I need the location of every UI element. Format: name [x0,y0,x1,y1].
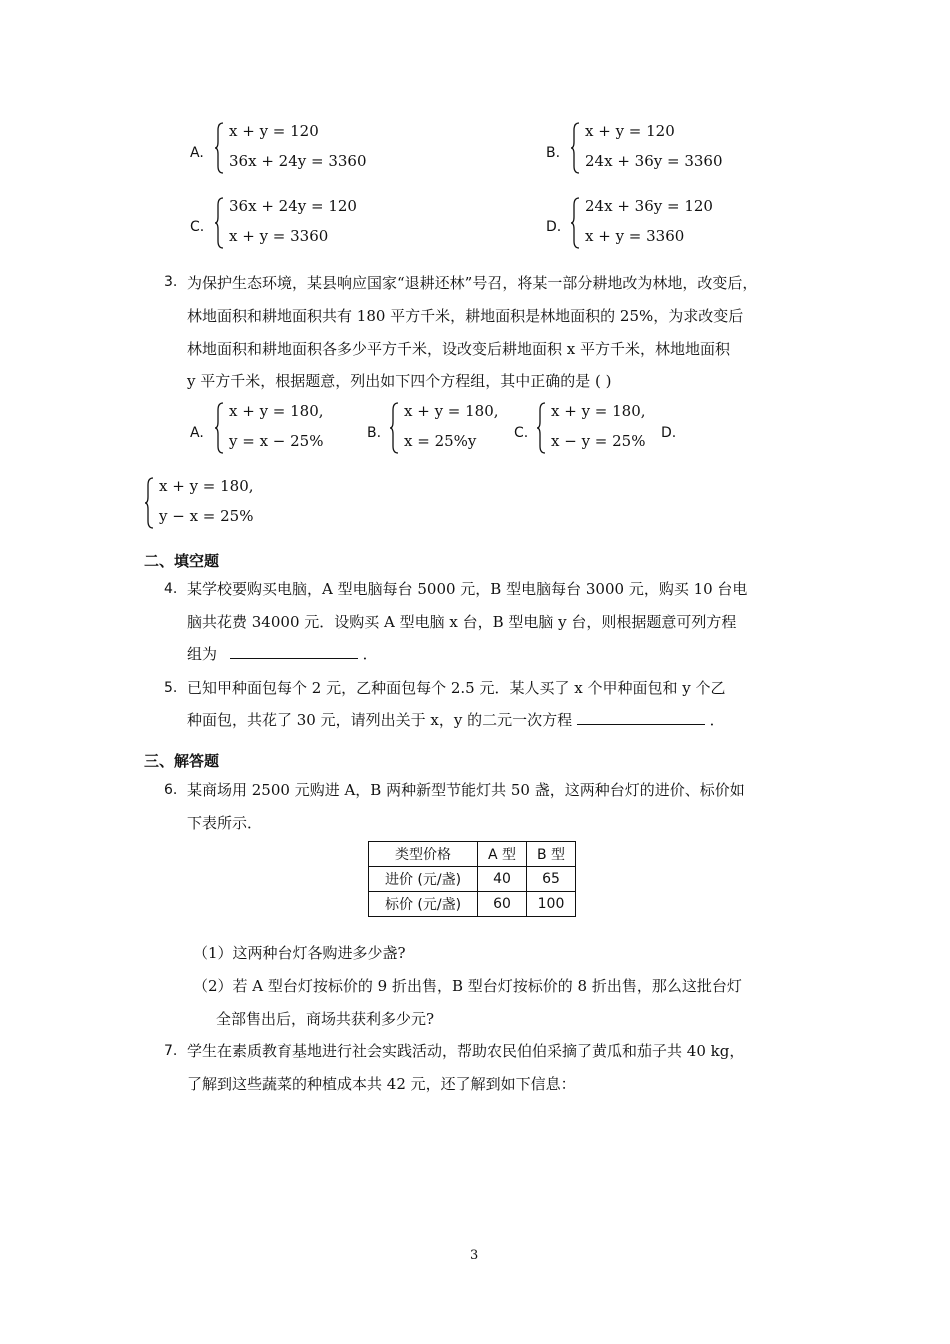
q6-text-line-1: 某商场用 2500 元购进 A，B 两种新型节能灯共 50 盏，这两种台灯的进价、标价如 [187,781,745,799]
q4-text-line-2: 脑共花费 34000 元．设购买 A 型电脑 x 台，B 型电脑 y 台，则根据题意可列方程 [187,613,737,631]
q4-text-line-1: 某学校要购买电脑，A 型电脑每台 5000 元，B 型电脑每台 3000 元，购买 10 台电 [187,580,748,598]
q2-option-d-system [571,195,771,255]
table-cell: 进价 (元/盏) [369,867,478,892]
q3-text-line-1: 为保护生态环境，某县响应国家“退耕还林”号召，将某一部分耕地改为林地，改变后， [187,274,758,292]
q3-option-d-label: D. [661,425,677,441]
section-heading-answer: 三、解答题 [144,752,220,770]
equation-row-2: y = x − 25% [229,432,324,450]
table-row [369,892,576,917]
brace-icon [537,402,546,454]
equation-row-2: 24x + 36y = 3360 [585,152,723,170]
equation-row-2: 36x + 24y = 3360 [229,152,367,170]
table-cell: 100 [527,892,576,917]
table-header-cell: A 型 [478,842,527,867]
q5-prefix: 种面包，共花了 30 元，请列出关于 x，y 的二元一次方程 [187,711,573,729]
equation-row-2: y − x = 25% [159,507,254,525]
question-number: 6. [164,782,178,798]
question-number: 3. [164,274,178,290]
table-cell: 60 [478,892,527,917]
answer-blank[interactable] [577,710,705,725]
q3-text-line-3: 林地面积和耕地面积各多少平方千米，设改变后耕地面积 x 平方千米，林地地面积 [187,340,730,358]
q4-text-line-3 [187,643,378,664]
q3-option-d-system [145,475,285,535]
q2-option-c-system [215,195,415,255]
q5-text-line-2 [187,709,725,730]
table-header-row [369,842,576,867]
q3-text-line-2: 林地面积和耕地面积共有 180 平方千米，耕地面积是林地面积的 25%，为求改变后 [187,307,744,325]
q3-option-b-label: B. [367,425,382,441]
brace-icon [215,197,224,249]
brace-icon [215,402,224,454]
brace-icon [571,197,580,249]
table-cell: 40 [478,867,527,892]
page-number: 3 [470,1248,479,1263]
equation-row-2: x = 25%y [404,432,477,450]
equation-row-1: x + y = 180, [159,477,254,495]
q3-option-b-system [390,400,520,460]
q2-option-b-system [571,120,771,180]
q2-option-a-label: A. [190,145,204,161]
q5-text-line-1: 已知甲种面包每个 2 元，乙种面包每个 2.5 元．某人买了 x 个甲种面包和 y 个乙 [187,679,726,697]
table-header-cell: 类型价格 [369,842,478,867]
q3-option-c-system [537,400,657,460]
equation-row-2: x + y = 3360 [585,227,685,245]
q6-text-line-2: 下表所示． [187,814,263,832]
table-row [369,867,576,892]
answer-blank[interactable] [230,644,358,659]
equation-row-1: x + y = 120 [585,122,675,140]
equation-row-1: 24x + 36y = 120 [585,197,713,215]
table-cell: 标价 (元/盏) [369,892,478,917]
q5-end: ． [709,711,725,729]
q3-option-a-label: A. [190,425,204,441]
brace-icon [215,122,224,174]
q2-option-c-label: C. [190,219,205,235]
q7-text-line-2: 了解到这些蔬菜的种植成本共 42 元，还了解到如下信息： [187,1075,576,1093]
equation-row-2: x − y = 25% [551,432,646,450]
equation-row-1: x + y = 180, [551,402,646,420]
price-table [368,841,576,917]
question-number: 5. [164,680,178,696]
equation-row-1: 36x + 24y = 120 [229,197,357,215]
q3-option-c-label: C. [514,425,529,441]
brace-icon [390,402,399,454]
q2-option-b-label: B. [546,145,561,161]
q2-option-d-label: D. [546,219,562,235]
question-number: 7. [164,1043,178,1059]
q7-text-line-1: 学生在素质教育基地进行社会实践活动，帮助农民伯伯采摘了黄瓜和茄子共 40 kg， [187,1042,745,1060]
equation-row-1: x + y = 180, [404,402,499,420]
brace-icon [145,477,154,529]
q6-sub-question-2-line-2: 全部售出后，商场共获利多少元? [216,1010,435,1028]
table-header-cell: B 型 [527,842,576,867]
question-number: 4. [164,581,178,597]
section-heading-fill-in: 二、填空题 [144,552,220,570]
equation-row-1: x + y = 120 [229,122,319,140]
brace-icon [571,122,580,174]
equation-row-2: x + y = 3360 [229,227,329,245]
q3-text-line-4: y 平方千米，根据题意，列出如下四个方程组，其中正确的是 ( ) [187,372,612,390]
q4-prefix: 组为 [187,645,218,663]
q6-sub-question-2-line-1: （2）若 A 型台灯按标价的 9 折出售，B 型台灯按标价的 8 折出售，那么这批台灯 [193,977,742,995]
q3-option-a-system [215,400,345,460]
table-cell: 65 [527,867,576,892]
q6-sub-question-1: （1）这两种台灯各购进多少盏? [193,944,406,962]
q2-option-a-system [215,120,415,180]
q4-end: ． [362,645,378,663]
equation-row-1: x + y = 180, [229,402,324,420]
